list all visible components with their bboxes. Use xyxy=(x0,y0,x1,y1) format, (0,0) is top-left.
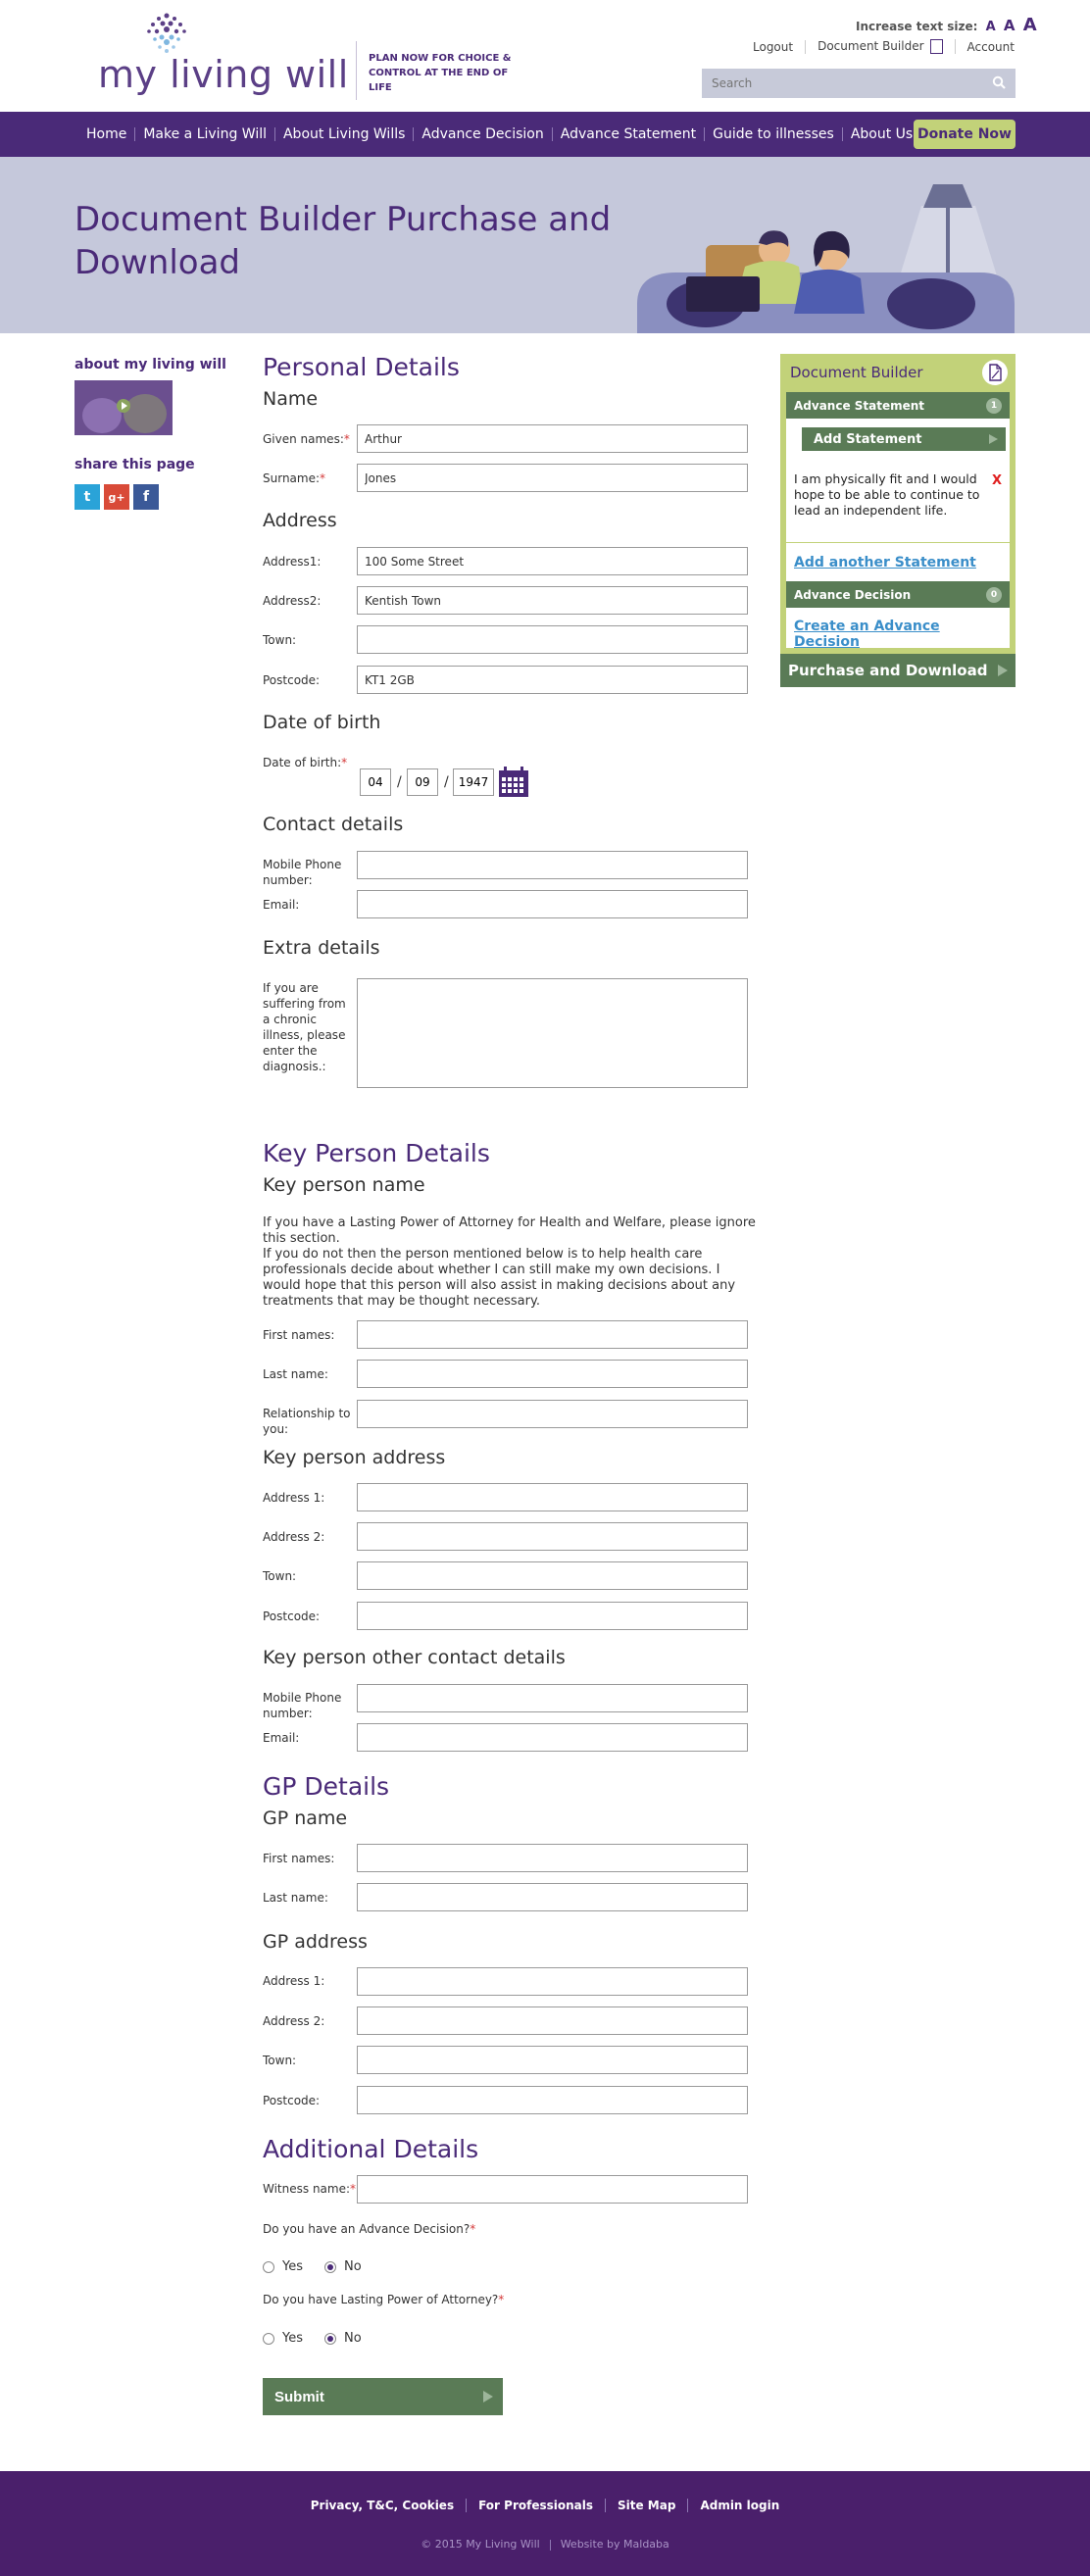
personal-details-heading: Personal Details xyxy=(263,353,460,381)
add-statement-button[interactable]: Add Statement xyxy=(802,427,1006,451)
lpa-yes-label: Yes xyxy=(282,2331,303,2346)
ad-yes-radio[interactable] xyxy=(263,2261,274,2273)
gp-address1-input[interactable] xyxy=(357,1967,748,1996)
nav-advance-statement[interactable]: Advance Statement xyxy=(553,127,705,141)
key-person-instructions: If you have a Lasting Power of Attorney for Health and Welfare, please ignore this section. If you do not then the person mentioned below is to help health care professionals decide about whether I can still make my own decisions. I would hope that this person will also assist in making decisions about any treatments that may be thought necessary. xyxy=(263,1215,756,1309)
kp-address1-input[interactable] xyxy=(357,1483,748,1511)
text-size-label: Increase text size: xyxy=(856,20,978,33)
page-title: Document Builder Purchase and Download xyxy=(74,200,612,282)
create-advance-decision-link[interactable]: Create an Advance Decision xyxy=(794,619,940,650)
gp-last-name-label: Last name: xyxy=(263,1891,328,1905)
arrow-right-icon xyxy=(483,2391,493,2403)
address1-input[interactable] xyxy=(357,547,748,575)
add-another-statement-link[interactable]: Add another Statement xyxy=(794,555,976,570)
additional-details-heading: Additional Details xyxy=(263,2135,479,2163)
site-header xyxy=(0,0,1090,112)
address2-label: Address2: xyxy=(263,594,322,608)
kp-address2-label: Address 2: xyxy=(263,1530,325,1544)
lpa-no-label: No xyxy=(344,2331,362,2346)
footer-privacy-link[interactable]: Privacy, T&C, Cookies xyxy=(299,2499,467,2512)
dob-month-input[interactable] xyxy=(407,768,438,796)
create-decision-row xyxy=(786,608,1010,648)
gp-address2-input[interactable] xyxy=(357,2006,748,2035)
key-person-details-heading: Key Person Details xyxy=(263,1139,490,1167)
text-size-large[interactable]: A xyxy=(1022,15,1037,35)
mobile-phone-input[interactable] xyxy=(357,851,748,879)
ad-yes-label: Yes xyxy=(282,2259,303,2274)
twitter-icon[interactable]: t xyxy=(74,484,100,510)
witness-name-label: Witness name:* xyxy=(263,2182,357,2196)
site-logo[interactable]: my living will xyxy=(98,53,349,96)
address2-input[interactable] xyxy=(357,586,748,615)
facebook-icon[interactable]: f xyxy=(133,484,159,510)
kp-postcode-input[interactable] xyxy=(357,1602,748,1630)
document-icon xyxy=(930,39,943,54)
footer-credit-link[interactable]: Website by Maldaba xyxy=(560,2538,669,2551)
name-heading: Name xyxy=(263,388,319,410)
kp-contact-heading: Key person other contact details xyxy=(263,1647,566,1668)
logo-divider xyxy=(356,41,357,100)
advance-decision-options xyxy=(263,2259,362,2274)
kp-last-name-input[interactable] xyxy=(357,1360,748,1388)
gp-name-heading: GP name xyxy=(263,1808,348,1829)
gp-town-input[interactable] xyxy=(357,2046,748,2074)
ad-no-radio[interactable] xyxy=(324,2261,336,2273)
text-size-control xyxy=(856,15,1037,35)
address1-label: Address1: xyxy=(263,555,322,569)
gp-town-label: Town: xyxy=(263,2054,297,2067)
lpa-no-radio[interactable] xyxy=(324,2333,336,2345)
document-builder-link[interactable]: Document Builder xyxy=(806,39,955,54)
nav-about-living-wills[interactable]: About Living Wills xyxy=(275,127,414,141)
kp-address2-input[interactable] xyxy=(357,1522,748,1551)
main-nav xyxy=(0,112,1090,157)
gp-address1-label: Address 1: xyxy=(263,1974,325,1988)
dob-day-input[interactable] xyxy=(360,768,391,796)
account-links xyxy=(741,39,1015,54)
search-input[interactable] xyxy=(702,69,976,98)
decision-count-badge: 0 xyxy=(986,587,1002,603)
footer-sitemap-link[interactable]: Site Map xyxy=(606,2499,688,2512)
postcode-input[interactable] xyxy=(357,666,748,694)
given-names-input[interactable] xyxy=(357,424,748,453)
kp-town-input[interactable] xyxy=(357,1561,748,1590)
page-banner xyxy=(0,157,1090,333)
given-names-label: Given names:* xyxy=(263,432,350,446)
ad-no-label: No xyxy=(344,2259,362,2274)
nav-home[interactable]: Home xyxy=(78,127,135,141)
share-this-page-heading: share this page xyxy=(74,457,195,472)
advance-decision-question: Do you have an Advance Decision?* xyxy=(263,2222,476,2236)
video-play-icon xyxy=(74,380,173,435)
surname-label: Surname:* xyxy=(263,471,326,485)
email-input[interactable] xyxy=(357,890,748,918)
search-icon[interactable] xyxy=(992,75,1006,89)
kp-mobile-label: Mobile Phone number: xyxy=(263,1691,342,1720)
gp-first-names-label: First names: xyxy=(263,1852,335,1865)
date-of-birth-label: Date of birth:* xyxy=(263,756,348,769)
gp-postcode-label: Postcode: xyxy=(263,2094,321,2107)
logout-link[interactable]: Logout xyxy=(741,40,806,54)
document-builder-panel xyxy=(780,354,1016,654)
nav-make-a-living-will[interactable]: Make a Living Will xyxy=(135,127,275,141)
nav-guide-to-illnesses[interactable]: Guide to illnesses xyxy=(705,127,843,141)
key-person-name-heading: Key person name xyxy=(263,1174,425,1196)
kp-town-label: Town: xyxy=(263,1569,297,1583)
gp-postcode-input[interactable] xyxy=(357,2086,748,2114)
add-another-row xyxy=(786,543,1010,584)
extra-details-heading: Extra details xyxy=(263,937,380,959)
lpa-question: Do you have Lasting Power of Attorney?* xyxy=(263,2293,505,2306)
diagnosis-textarea[interactable] xyxy=(357,978,748,1088)
address-heading: Address xyxy=(263,510,337,531)
google-plus-icon[interactable]: g+ xyxy=(104,484,129,510)
dob-year-input[interactable] xyxy=(453,768,494,796)
kp-mobile-input[interactable] xyxy=(357,1684,748,1712)
dob-separator: / xyxy=(397,774,402,790)
gp-address-heading: GP address xyxy=(263,1931,368,1953)
kp-last-name-label: Last name: xyxy=(263,1367,328,1381)
footer-admin-link[interactable]: Admin login xyxy=(700,2499,780,2512)
statement-list xyxy=(786,419,1010,542)
text-size-medium[interactable]: A xyxy=(1003,17,1016,34)
kp-email-input[interactable] xyxy=(357,1723,748,1752)
lpa-yes-radio[interactable] xyxy=(263,2333,274,2345)
contact-details-heading: Contact details xyxy=(263,814,404,835)
kp-relationship-label: Relationship to you: xyxy=(263,1407,351,1436)
logo-icon xyxy=(137,10,196,57)
gp-first-names-input[interactable] xyxy=(357,1844,748,1872)
town-input[interactable] xyxy=(357,625,748,654)
kp-relationship-input[interactable] xyxy=(357,1400,748,1428)
nav-about-us[interactable]: About Us xyxy=(850,126,914,142)
town-label: Town: xyxy=(263,633,297,647)
document-icon xyxy=(982,360,1008,385)
kp-email-label: Email: xyxy=(263,1731,300,1745)
banner-illustration xyxy=(627,157,1019,333)
site-footer xyxy=(0,2471,1090,2576)
kp-postcode-label: Postcode: xyxy=(263,1610,321,1623)
advance-decision-bar[interactable]: Advance Decision 0 xyxy=(786,581,1010,608)
remove-statement-icon[interactable]: X xyxy=(991,473,1002,488)
mobile-phone-label: Mobile Phone number: xyxy=(263,858,342,887)
date-of-birth-heading: Date of birth xyxy=(263,712,381,733)
gp-last-name-input[interactable] xyxy=(357,1883,748,1911)
kp-address1-label: Address 1: xyxy=(263,1491,325,1505)
donate-button[interactable]: Donate Now xyxy=(914,120,1016,149)
footer-links xyxy=(0,2499,1090,2512)
purchase-and-download-button[interactable]: Purchase and Download xyxy=(780,654,1016,687)
about-my-living-will-heading: about my living will xyxy=(74,357,226,372)
nav-advance-decision[interactable]: Advance Decision xyxy=(414,127,552,141)
surname-input[interactable] xyxy=(357,464,748,492)
search-box xyxy=(702,69,1016,98)
gp-details-heading: GP Details xyxy=(263,1772,390,1801)
statement-count-badge: 1 xyxy=(986,398,1002,414)
kp-first-names-label: First names: xyxy=(263,1328,335,1342)
arrow-right-icon xyxy=(998,665,1008,676)
dob-separator: / xyxy=(444,774,449,790)
kp-first-names-input[interactable] xyxy=(357,1320,748,1349)
email-label: Email: xyxy=(263,898,300,912)
lpa-options xyxy=(263,2331,362,2346)
tagline: PLAN NOW FOR CHOICE & CONTROL AT THE END OF LIFE xyxy=(369,53,512,93)
text-size-small[interactable]: A xyxy=(985,20,996,34)
arrow-right-icon xyxy=(989,434,998,444)
submit-button[interactable]: Submit xyxy=(263,2378,503,2415)
postcode-label: Postcode: xyxy=(263,673,321,687)
diagnosis-label: If you are suffering from a chronic illness, please enter the diagnosis.: xyxy=(263,981,346,1073)
document-builder-title: Document Builder xyxy=(790,364,923,381)
account-link[interactable]: Account xyxy=(966,39,1015,54)
calendar-icon[interactable] xyxy=(498,767,529,798)
advance-statement-bar[interactable]: Advance Statement 1 xyxy=(786,392,1010,419)
about-video-thumbnail[interactable] xyxy=(74,380,173,435)
footer-copyright: © 2015 My Living Will Website by Maldaba xyxy=(421,2538,669,2551)
key-person-address-heading: Key person address xyxy=(263,1447,446,1468)
witness-name-input[interactable] xyxy=(357,2175,748,2204)
gp-address2-label: Address 2: xyxy=(263,2014,325,2028)
footer-professionals-link[interactable]: For Professionals xyxy=(467,2499,606,2512)
statement-text: I am physically fit and I would hope to be able to continue to lead an independent life. xyxy=(794,471,980,518)
